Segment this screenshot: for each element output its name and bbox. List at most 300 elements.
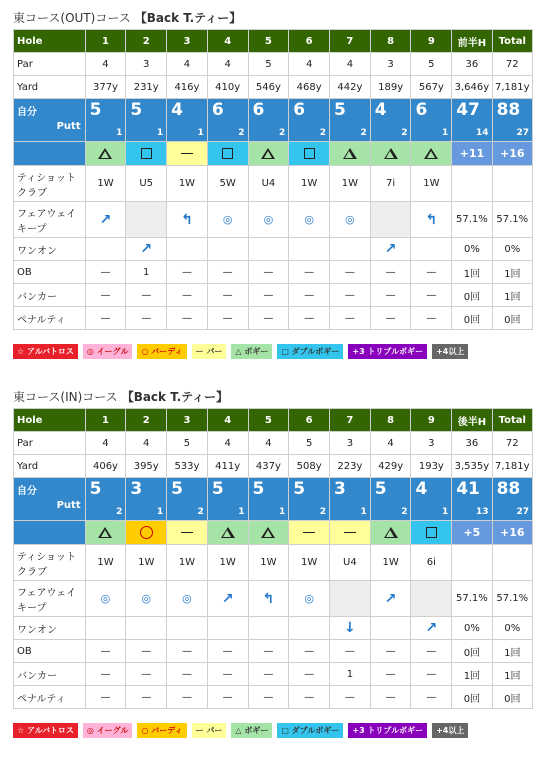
scorecard-in (13, 386, 533, 738)
result-row (14, 521, 533, 545)
yard-value: 468y (289, 76, 330, 99)
bogey-icon (98, 527, 112, 538)
ob-value: — (85, 261, 126, 284)
oneon-cell (85, 617, 126, 640)
legend-item: ー パー (192, 723, 227, 738)
yard-value: 231y (126, 76, 167, 99)
penalty-value: — (370, 307, 411, 330)
half-label: 前半H (452, 30, 492, 53)
yard-label: Yard (14, 76, 86, 99)
putt-count: 2 (238, 128, 245, 138)
over-total: +16 (500, 526, 525, 539)
scorecard-out (13, 7, 533, 359)
club-row (14, 166, 533, 202)
hole-row (14, 409, 533, 432)
target-icon: ◎ (141, 592, 152, 605)
yard-value: 377y (85, 76, 126, 99)
section-title (13, 386, 533, 408)
legend-item: ○ バーディ (137, 344, 186, 359)
penalty-value: — (411, 686, 452, 709)
fairway-cell (126, 581, 167, 617)
right-arrow-icon: ↗ (384, 590, 397, 607)
target-icon: ◎ (100, 592, 111, 605)
legend-item: ☆ アルバトロス (13, 723, 78, 738)
total-score: 88 (496, 479, 521, 499)
bogey-icon (343, 148, 357, 159)
penalty-value: — (207, 307, 248, 330)
legend-item: △ ボギー (231, 723, 272, 738)
bunker-value: — (289, 284, 330, 307)
fairway-row (14, 581, 533, 617)
bunker-label: バンカー (14, 663, 86, 686)
par-value: 4 (207, 53, 248, 76)
legend (13, 723, 533, 738)
putt-count: 2 (360, 128, 367, 138)
legend-item: +3 トリプルボギー (348, 723, 427, 738)
over-half: +5 (463, 526, 481, 539)
fairway-cell (330, 581, 371, 617)
ob-value: — (370, 261, 411, 284)
bunker-value: 1 (330, 663, 371, 686)
ob-value: — (126, 640, 167, 663)
par-value: 4 (85, 53, 126, 76)
half-putt: 13 (476, 507, 489, 517)
fw-total: 57.1% (492, 202, 532, 238)
par-value: 5 (411, 53, 452, 76)
fairway-cell (411, 202, 452, 238)
par-row (14, 53, 533, 76)
bunker-value: — (167, 284, 208, 307)
stroke-count: 6 (252, 100, 265, 120)
yard-half: 3,646y (452, 76, 492, 99)
hole-number: 8 (370, 409, 411, 432)
legend-item: ○ バーディ (137, 723, 186, 738)
right-arrow-icon: ↗ (99, 211, 112, 228)
par-value: 4 (126, 432, 167, 455)
bunker-value: — (85, 284, 126, 307)
hole-label: Hole (14, 409, 86, 432)
penalty-row (14, 686, 533, 709)
par-value: 4 (370, 432, 411, 455)
fairway-cell (411, 581, 452, 617)
penalty-row (14, 307, 533, 330)
hole-number: 1 (85, 30, 126, 53)
ob-row (14, 640, 533, 663)
fairway-cell (370, 581, 411, 617)
yard-total: 7,181y (492, 76, 532, 99)
result-cell (248, 142, 289, 166)
penalty-label: ペナルティ (14, 686, 86, 709)
yard-half: 3,535y (452, 455, 492, 478)
stroke-count: 3 (334, 479, 346, 499)
bogey-icon (424, 148, 438, 159)
par-value: 3 (126, 53, 167, 76)
bunker-label: バンカー (14, 284, 86, 307)
target-icon: ◎ (345, 213, 355, 226)
ob-value: — (289, 261, 330, 284)
penalty-value: — (411, 307, 452, 330)
teeshot-label: ティショットクラブ (14, 545, 86, 581)
penalty-total: 0回 (492, 307, 532, 330)
my-score-label: 自分 (17, 486, 37, 497)
bunker-value: — (248, 663, 289, 686)
result-cell (289, 142, 330, 166)
left-arrow-icon: ↰ (181, 211, 193, 228)
ob-value: — (167, 640, 208, 663)
hole-number: 3 (167, 30, 208, 53)
right-arrow-icon: ↗ (221, 590, 234, 607)
left-arrow-icon: ↰ (425, 211, 438, 228)
legend-item: ◎ イーグル (83, 723, 133, 738)
yard-value: 533y (167, 455, 208, 478)
par-value: 5 (289, 432, 330, 455)
penalty-value: — (370, 686, 411, 709)
club-value: 1W (85, 545, 126, 581)
par-value: 5 (167, 432, 208, 455)
stroke-count: 5 (89, 100, 102, 120)
par-icon (344, 532, 356, 534)
ob-total: 1回 (492, 261, 532, 284)
stroke-count: 6 (293, 100, 306, 120)
result-cell (126, 142, 167, 166)
stroke-count: 6 (211, 100, 224, 120)
double-bogey-icon (426, 527, 437, 538)
bunker-half: 1回 (452, 663, 492, 686)
fairway-cell (207, 202, 248, 238)
fairway-cell (167, 581, 208, 617)
penalty-value: — (289, 307, 330, 330)
oneon-cell (126, 617, 167, 640)
bunker-value: — (330, 284, 371, 307)
fairway-cell (289, 202, 330, 238)
ob-half: 1回 (452, 261, 492, 284)
penalty-value: — (126, 686, 167, 709)
hole-number: 4 (207, 409, 248, 432)
right-arrow-icon: ↗ (384, 241, 397, 257)
oneon-cell (248, 238, 289, 261)
ob-half: 0回 (452, 640, 492, 663)
club-value: 5W (207, 166, 248, 202)
hole-number: 8 (370, 30, 411, 53)
putt-count: 2 (319, 507, 327, 517)
bunker-value: — (289, 663, 330, 686)
putt-count: 2 (197, 507, 204, 517)
oneon-label: ワンオン (14, 617, 86, 640)
stroke-count: 4 (415, 479, 428, 499)
yard-value: 189y (370, 76, 411, 99)
penalty-value: — (85, 686, 126, 709)
fw-half: 57.1% (452, 581, 492, 617)
bunker-value: — (370, 284, 411, 307)
putt-count: 1 (441, 507, 449, 517)
penalty-value: — (167, 686, 208, 709)
bunker-total: 1回 (492, 663, 532, 686)
stroke-count: 5 (211, 479, 224, 499)
hole-number: 6 (289, 30, 330, 53)
fw-half: 57.1% (452, 202, 492, 238)
target-icon: ◎ (182, 592, 192, 605)
penalty-value: — (248, 686, 289, 709)
score-table (13, 408, 533, 709)
par-label: Par (14, 53, 86, 76)
yard-value: 546y (248, 76, 289, 99)
down-arrow-icon: ↓ (344, 620, 356, 636)
fw-total: 57.1% (492, 581, 532, 617)
bunker-value: — (126, 284, 167, 307)
result-cell (126, 521, 167, 545)
oneon-cell (126, 238, 167, 261)
hole-number: 3 (167, 409, 208, 432)
ob-value: — (248, 261, 289, 284)
bunker-half: 0回 (452, 284, 492, 307)
total-putt: 27 (516, 507, 529, 517)
bogey-icon (261, 527, 275, 538)
birdie-icon (140, 526, 153, 539)
legend (13, 344, 533, 359)
bunker-row (14, 284, 533, 307)
total-label: Total (492, 30, 532, 53)
penalty-value: — (289, 686, 330, 709)
club-value: U4 (248, 166, 289, 202)
putt-count: 1 (156, 128, 164, 138)
stroke-count: 5 (252, 479, 265, 499)
result-cell (167, 521, 208, 545)
bunker-value: — (126, 663, 167, 686)
club-value: 1W (289, 545, 330, 581)
putt-count: 2 (319, 128, 327, 138)
stroke-count: 5 (293, 479, 306, 499)
ob-value: — (167, 261, 208, 284)
bunker-value: — (207, 663, 248, 686)
putt-count: 1 (116, 128, 123, 138)
ob-total: 1回 (492, 640, 532, 663)
club-value: 1W (167, 166, 208, 202)
par-value: 4 (207, 432, 248, 455)
bunker-value: — (167, 663, 208, 686)
score-row (14, 478, 533, 521)
fairway-cell (330, 202, 371, 238)
oneon-cell (411, 238, 452, 261)
fairway-label: フェアウェイキープ (14, 202, 86, 238)
putt-count: 1 (441, 128, 449, 138)
club-value: U5 (126, 166, 167, 202)
oneon-row (14, 617, 533, 640)
club-value: 6i (411, 545, 452, 581)
stroke-count: 3 (130, 479, 143, 499)
ob-value: — (207, 640, 248, 663)
right-arrow-icon: ↗ (425, 620, 438, 636)
penalty-value: — (330, 686, 371, 709)
oneon-cell (167, 617, 208, 640)
hole-number: 4 (207, 30, 248, 53)
fairway-cell (85, 202, 126, 238)
fairway-cell (207, 581, 248, 617)
ob-value: — (411, 261, 452, 284)
par-total: 72 (492, 432, 532, 455)
penalty-half: 0回 (452, 686, 492, 709)
hole-number: 7 (330, 409, 371, 432)
penalty-value: — (330, 307, 371, 330)
club-value: 1W (411, 166, 452, 202)
bunker-row (14, 663, 533, 686)
oneon-cell (289, 617, 330, 640)
oneon-cell (370, 238, 411, 261)
result-cell (411, 521, 452, 545)
par-row (14, 432, 533, 455)
ob-label: OB (14, 261, 86, 284)
double-bogey-icon (304, 148, 315, 159)
bunker-value: — (370, 663, 411, 686)
over-total: +16 (500, 147, 525, 160)
left-arrow-icon: ↰ (262, 590, 275, 607)
ob-label: OB (14, 640, 86, 663)
total-label: Total (492, 409, 532, 432)
result-cell (289, 521, 330, 545)
par-value: 5 (248, 53, 289, 76)
bunker-value: — (411, 663, 452, 686)
ob-value: — (289, 640, 330, 663)
yard-value: 193y (411, 455, 452, 478)
double-bogey-icon (222, 148, 233, 159)
total-putt: 27 (516, 128, 529, 138)
yard-value: 411y (207, 455, 248, 478)
result-cell (370, 142, 411, 166)
result-cell (248, 521, 289, 545)
section-title (13, 7, 533, 29)
yard-row (14, 455, 533, 478)
result-row (14, 142, 533, 166)
target-icon: ◎ (304, 213, 314, 226)
hole-number: 9 (411, 409, 452, 432)
oneon-cell (370, 617, 411, 640)
over-half: +11 (459, 147, 485, 160)
bunker-value: — (248, 284, 289, 307)
teeshot-label: ティショットクラブ (14, 166, 86, 202)
par-value: 3 (411, 432, 452, 455)
hole-number: 9 (411, 30, 452, 53)
hole-number: 2 (126, 30, 167, 53)
fairway-cell (248, 202, 289, 238)
legend-item: ☆ アルバトロス (13, 344, 78, 359)
par-value: 4 (248, 432, 289, 455)
putt-label: Putt (56, 500, 81, 511)
putt-count: 1 (360, 507, 367, 517)
yard-label: Yard (14, 455, 86, 478)
oneon-half: 0% (452, 617, 492, 640)
oneon-label: ワンオン (14, 238, 86, 261)
club-value: U4 (330, 545, 371, 581)
club-value: 1W (289, 166, 330, 202)
yard-value: 406y (85, 455, 126, 478)
par-value: 3 (370, 53, 411, 76)
club-value: 1W (85, 166, 126, 202)
ob-value: — (330, 640, 371, 663)
par-value: 4 (330, 53, 371, 76)
legend-item: ー パー (192, 344, 227, 359)
yard-row (14, 76, 533, 99)
putt-label: Putt (56, 121, 81, 132)
result-cell (330, 521, 371, 545)
bunker-value: — (85, 663, 126, 686)
double-bogey-icon (141, 148, 152, 159)
par-total: 72 (492, 53, 532, 76)
ob-row (14, 261, 533, 284)
stroke-count: 5 (374, 479, 387, 499)
half-label: 後半H (452, 409, 492, 432)
par-icon (303, 532, 315, 534)
yard-value: 223y (330, 455, 371, 478)
stroke-count: 6 (415, 100, 428, 120)
par-icon (181, 532, 193, 534)
hole-number: 2 (126, 409, 167, 432)
penalty-half: 0回 (452, 307, 492, 330)
tee-label: 【Back T.ティー】 (134, 11, 242, 25)
par-half: 36 (452, 53, 492, 76)
legend-item: ◎ イーグル (83, 344, 133, 359)
result-cell (85, 521, 126, 545)
tee-label: 【Back T.ティー】 (121, 390, 229, 404)
oneon-half: 0% (452, 238, 492, 261)
par-value: 4 (167, 53, 208, 76)
fairway-cell (370, 202, 411, 238)
legend-item: □ ダブルボギー (277, 344, 343, 359)
par-value: 3 (330, 432, 371, 455)
oneon-cell (85, 238, 126, 261)
oneon-cell (207, 617, 248, 640)
club-value: 1W (207, 545, 248, 581)
club-value: 7i (370, 166, 411, 202)
ob-value: — (207, 261, 248, 284)
target-icon: ◎ (263, 213, 274, 226)
my-score-label: 自分 (17, 107, 37, 118)
bogey-icon (384, 527, 398, 538)
hole-number: 6 (289, 409, 330, 432)
bunker-total: 1回 (492, 284, 532, 307)
legend-item: +4以上 (432, 344, 468, 359)
penalty-total: 0回 (492, 686, 532, 709)
hole-number: 1 (85, 409, 126, 432)
penalty-value: — (167, 307, 208, 330)
bogey-icon (261, 148, 275, 159)
result-cell (330, 142, 371, 166)
bogey-icon (384, 148, 398, 159)
course-name: 東コース(IN)コース (13, 390, 118, 404)
yard-value: 442y (330, 76, 371, 99)
stroke-count: 5 (334, 100, 346, 120)
oneon-cell (207, 238, 248, 261)
half-score: 47 (456, 100, 480, 120)
fairway-cell (248, 581, 289, 617)
yard-total: 7,181y (492, 455, 532, 478)
penalty-value: — (85, 307, 126, 330)
ob-value: — (248, 640, 289, 663)
par-icon (181, 153, 193, 155)
result-cell (207, 142, 248, 166)
yard-value: 395y (126, 455, 167, 478)
putt-count: 1 (156, 507, 164, 517)
club-value: 1W (167, 545, 208, 581)
par-value: 4 (85, 432, 126, 455)
oneon-cell (167, 238, 208, 261)
fairway-cell (85, 581, 126, 617)
oneon-cell (248, 617, 289, 640)
legend-item: □ ダブルボギー (277, 723, 343, 738)
par-label: Par (14, 432, 86, 455)
total-score: 88 (496, 100, 521, 120)
stroke-count: 4 (171, 100, 183, 120)
stroke-count: 5 (89, 479, 102, 499)
putt-count: 1 (279, 507, 286, 517)
